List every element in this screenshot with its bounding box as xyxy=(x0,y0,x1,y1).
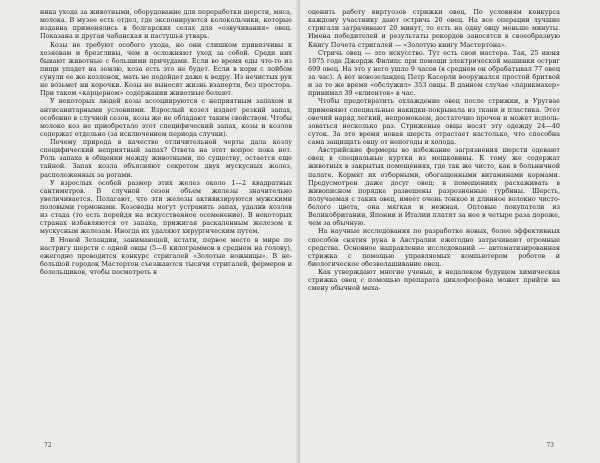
paragraph: ника ухода за животными, оборудование для переработки шерсти, мяса, молока. В музее есть отдел, где экспонируются колокольчики, которые издавна применялись в болгарских селах для «озвучивания» овец. Показана и другая чабанская и пастушья утварь. xyxy=(40,8,292,41)
paragraph: Козы не требуют особого ухода, но они слишком привязчивы к хозяевам и брезгливы, чем и осложняют уход за собой. Среди них бывают животные с большими причудами. Если во время еды что-то из пищи упадет на землю, коза есть это не будет. Если в корм с лойбом сунули ее же козленок, мать не подойдет даже к ведру. Из нечистых рук не возьмет ни корочки. Козы не выносят жизнь взаперти, без простора. При таком «карцерном» содержании животные болеют. xyxy=(40,40,292,98)
paragraph: У некоторых людей козы ассоциируются с неприятным запахом и антисанитарными условиями. Взрослый козел издает резкий запах, особенно в случной сезон, козы же не обладают таким свойством. Чтобы молоко коз не приобретало этот специфический запах, козы и козлов содержат отдельно (за исключением периода случки). xyxy=(40,97,292,138)
paragraph: У взрослых особей размер этих желез около 1—2 квадратных сантиметров. В случной сезон объем железы значительно увеличивается. Полагают, что эти железы активизируются мужскими половыми гормонами. Козоводы могут устранить запах, удалив козлов из стада (то есть перейдя на искусственное осеменение). В некоторых странах избавляются от запаха, прижигая раскаленным железом к мускусным железам. Иногда их удаляют хирургическим путем. xyxy=(40,178,292,236)
paragraph: Почему природа в качестве отличительной черты дала козлу специфический неприятный запах? Ответа на этот вопрос пока нет. Роль запаха в общении между животными, по существу, остается еще тайной. Запах козла объясняют секретом двух мускусных желез, расположенных за рогами. xyxy=(40,138,292,179)
paragraph: На научные исследования по разработке новых, более эффективных способов снятия руна в Австралии ежегодно затрачивают огромные средства. Основное направление исследований — автоматизированная стрижка с помощью управляемых компьютером роботов и биологическое обезволашивание овец. xyxy=(308,227,560,268)
paragraph: В Новой Зеландии, занимающей, кстати, первое место в мире по настригу шерсти с одной овцы (5—6 килограммов в среднем на голову), ежегодно проводится конкурс стригалей «Золотые ножницы». В небольшой городок Мастертон съезжаются тысячи стригалей, фермеров и болельщиков, чтобы посмотреть в xyxy=(40,235,292,276)
left-page-text xyxy=(40,8,292,276)
paragraph: Как утверждают многие ученые, в недалеком будущем химическая стрижка овец с помощью препарата циклофосфана может прийти на смену обычной меха- xyxy=(308,268,560,293)
right-page xyxy=(300,0,600,463)
right-page-text xyxy=(308,8,560,292)
paragraph: оценить работу виртуозов стрижки овец. По условиям конкурса каждому участнику дают остричь 20 овец. На все операции лучшие стригали затрачивают 20 минут, то есть на одну овцу меньше минуты. Имена победителей и результаты рекордов заносятся в своеобразную Книгу Почета стригалей — «Золотую книгу Мастертона». xyxy=(308,8,560,49)
paragraph: Стричь овец — это искусство. Тут есть свои мастера. Так, 25 июня 1975 года Джордж Филипс при помощи электрической машинки остриг 699 овец. На это у него ушло 9 часов (в среднем он обрабатывал 77 овец за час). А вот новозеландец Петр Касерли вооружался простой бритвой и за то же время «обслужил» 353 овцы. В данном случае «парикмахер» принимал 39 «клиентов» в час. xyxy=(308,48,560,98)
right-page-number: 73 xyxy=(546,442,554,449)
paragraph: Австрийские фермеры во избежание загрязнения шерсти одевают овец в специальные куртки из мешковины. К тому же содержат животных в закрытых помещениях, где так же чисто, как в больничной палате. Кормят их отборными, обогащенными витаминами кормами. Предусмотрен даже досуг овец: в помещениях расхаживать в живописном порядке развешены разрозненные турбины. Шерсть, получаемая с таких овец, имеет очень тонкое и длинное волокно чисто-белого цвета, она мягкая и нежная. Оптовые покупатели из Великобритании, Японии и Италии платят за нее в четыре раза дороже, чем за обычную. xyxy=(308,146,560,228)
left-page-number: 72 xyxy=(44,442,52,449)
paragraph: Чтобы предотвратить охлаждение овец после стрижки, в Уругвае применяют специальные накидки-покрывала из ткани и пластика. Этот овечий наряд легкий, непромокаем, достаточно прочен и может использоваться несколько раз. Стриженые овцы носят эту одежду 24—40 суток. За это время новая шерсть отрастает настолько, что способна сама защищать овцу от непогоды и холода. xyxy=(308,97,560,146)
